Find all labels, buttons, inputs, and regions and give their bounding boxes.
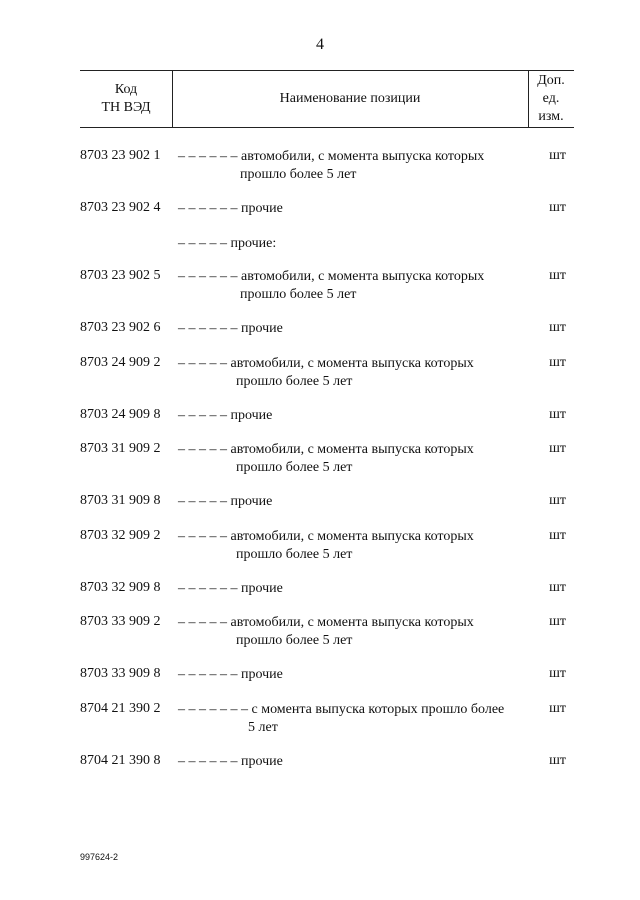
row-description bbox=[178, 580, 283, 598]
row-description-text: автомобили, с момента выпуска которых bbox=[230, 442, 474, 457]
row-description-line bbox=[178, 408, 272, 423]
row-dash-marker: – – – – – bbox=[178, 442, 227, 457]
row-unit: шт bbox=[549, 493, 566, 508]
row-description bbox=[178, 148, 484, 184]
page-number: 4 bbox=[316, 36, 324, 53]
row-description-continuation: 5 лет bbox=[248, 720, 278, 735]
row-description-text: прочие bbox=[241, 321, 283, 336]
row-description bbox=[178, 320, 283, 338]
row-code: 8703 31 909 8 bbox=[80, 493, 161, 508]
row-description-line bbox=[178, 442, 474, 457]
row-description-line bbox=[178, 149, 484, 164]
row-dash-marker: – – – – – bbox=[178, 236, 227, 251]
document-footer-number: 997624-2 bbox=[80, 852, 119, 862]
row-dash-marker: – – – – – – – bbox=[178, 702, 248, 717]
row-code: 8703 33 909 8 bbox=[80, 666, 161, 681]
row-description bbox=[178, 268, 484, 304]
table-header bbox=[80, 70, 574, 128]
row-unit: шт bbox=[549, 407, 566, 422]
row-dash-marker: – – – – – – bbox=[178, 754, 238, 769]
row-code: 8703 32 909 8 bbox=[80, 580, 161, 595]
row-description-continuation: прошло более 5 лет bbox=[236, 633, 353, 648]
row-description-line bbox=[178, 269, 484, 284]
row-description bbox=[178, 701, 504, 737]
header-unit-column bbox=[528, 71, 574, 127]
row-description bbox=[178, 407, 272, 425]
row-code: 8703 23 902 6 bbox=[80, 320, 161, 335]
row-description-text: прочие bbox=[241, 754, 283, 769]
row-description-text: прочие bbox=[241, 667, 283, 682]
header-name-column bbox=[172, 71, 529, 127]
row-description bbox=[178, 493, 272, 511]
row-description-text: автомобили, с момента выпуска которых bbox=[241, 149, 485, 164]
row-unit: шт bbox=[549, 614, 566, 629]
row-unit: шт bbox=[549, 355, 566, 370]
row-description-continuation: прошло более 5 лет bbox=[236, 547, 353, 562]
row-description bbox=[178, 614, 474, 650]
row-description-line bbox=[178, 581, 283, 596]
row-description-continuation: прошло более 5 лет bbox=[236, 374, 353, 389]
row-unit: шт bbox=[549, 320, 566, 335]
row-code: 8703 23 902 1 bbox=[80, 148, 161, 163]
row-description-text: автомобили, с момента выпуска которых bbox=[241, 269, 485, 284]
row-description-continuation: прошло более 5 лет bbox=[240, 167, 357, 182]
row-description-text: автомобили, с момента выпуска которых bbox=[230, 356, 474, 371]
row-description-line bbox=[178, 494, 272, 509]
row-description-line bbox=[178, 702, 504, 717]
row-description-text: с момента выпуска которых прошло более bbox=[251, 702, 505, 717]
row-dash-marker: – – – – – – bbox=[178, 581, 238, 596]
row-description bbox=[178, 441, 474, 477]
row-unit: шт bbox=[549, 666, 566, 681]
header-code-line2: ТН ВЭД bbox=[101, 100, 151, 115]
row-description-text: автомобили, с момента выпуска которых bbox=[230, 529, 474, 544]
row-unit: шт bbox=[549, 528, 566, 543]
row-description-continuation: прошло более 5 лет bbox=[240, 287, 357, 302]
row-description bbox=[178, 200, 283, 218]
row-unit: шт bbox=[549, 701, 566, 716]
row-description bbox=[178, 528, 474, 564]
row-code: 8703 23 902 4 bbox=[80, 200, 161, 215]
header-unit-line2: ед. bbox=[542, 91, 560, 106]
row-code: 8703 24 909 8 bbox=[80, 407, 161, 422]
row-description-line bbox=[178, 667, 283, 682]
header-code-column bbox=[80, 71, 173, 127]
row-description-line bbox=[178, 356, 474, 371]
row-unit: шт bbox=[549, 148, 566, 163]
row-description bbox=[178, 753, 283, 771]
row-dash-marker: – – – – – – bbox=[178, 321, 238, 336]
row-description-text: прочие bbox=[230, 494, 273, 509]
row-description-text: прочие bbox=[230, 408, 273, 423]
row-description-text: автомобили, с момента выпуска которых bbox=[230, 615, 474, 630]
row-dash-marker: – – – – – bbox=[178, 494, 227, 509]
row-description-line bbox=[178, 615, 474, 630]
row-dash-marker: – – – – – – bbox=[178, 269, 238, 284]
row-dash-marker: – – – – – – bbox=[178, 149, 238, 164]
row-dash-marker: – – – – – bbox=[178, 408, 227, 423]
row-dash-marker: – – – – – bbox=[178, 356, 227, 371]
row-description-line bbox=[178, 529, 474, 544]
row-description-text: прочие bbox=[241, 201, 283, 216]
row-dash-marker: – – – – – – bbox=[178, 667, 238, 682]
row-code: 8703 31 909 2 bbox=[80, 441, 161, 456]
row-description-line bbox=[178, 754, 283, 769]
row-description bbox=[178, 355, 474, 391]
row-code: 8703 23 902 5 bbox=[80, 268, 161, 283]
row-code: 8703 32 909 2 bbox=[80, 528, 161, 543]
row-description-line bbox=[178, 236, 276, 251]
row-description bbox=[178, 235, 276, 253]
row-code: 8703 24 909 2 bbox=[80, 355, 161, 370]
header-code-line1: Код bbox=[114, 82, 138, 97]
row-unit: шт bbox=[549, 580, 566, 595]
header-unit-line3: изм. bbox=[538, 109, 564, 124]
row-code: 8704 21 390 8 bbox=[80, 753, 161, 768]
row-code: 8703 33 909 2 bbox=[80, 614, 161, 629]
row-description-line bbox=[178, 321, 283, 336]
row-description-line bbox=[178, 201, 283, 216]
row-dash-marker: – – – – – – bbox=[178, 201, 238, 216]
row-unit: шт bbox=[549, 753, 566, 768]
header-unit-line1: Доп. bbox=[537, 73, 565, 88]
row-unit: шт bbox=[549, 441, 566, 456]
row-unit: шт bbox=[549, 268, 566, 283]
row-description-continuation: прошло более 5 лет bbox=[236, 460, 353, 475]
row-unit: шт bbox=[549, 200, 566, 215]
row-code: 8704 21 390 2 bbox=[80, 701, 161, 716]
row-dash-marker: – – – – – bbox=[178, 529, 227, 544]
row-description bbox=[178, 666, 283, 684]
row-dash-marker: – – – – – bbox=[178, 615, 227, 630]
header-name-label: Наименование позиции bbox=[279, 91, 421, 106]
row-description-text: прочие: bbox=[230, 236, 277, 251]
row-description-text: прочие bbox=[241, 581, 283, 596]
